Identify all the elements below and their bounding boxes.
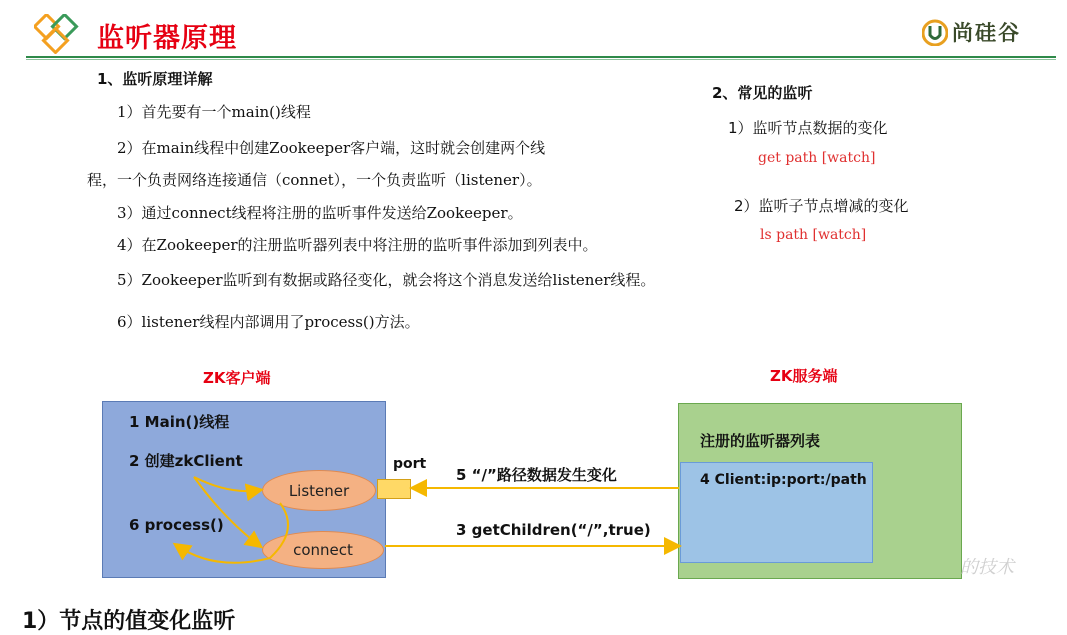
client-entry-label: 4 Client:ip:port:/path [700,472,867,488]
create-client-label: 2 创建zkClient [129,452,243,470]
arrow-process-callback [176,503,288,563]
section2-cmd-1: get path [watch] [758,150,876,166]
section2-item-1: 1）监听节点数据的变化 [728,119,888,137]
client-caption: ZK客户端 [203,369,271,387]
server-caption: ZK服务端 [770,367,838,385]
main-thread-label: 1 Main()线程 [129,413,230,431]
section2-item-2: 2）监听子节点增减的变化 [734,197,909,215]
registered-list-label: 注册的监听器列表 [700,432,821,450]
process-label: 6 process() [129,516,224,534]
brand-name: 尚硅谷 [952,21,1021,45]
watermark: 的技术 [960,557,1014,578]
arrow-create-connect [194,477,260,546]
section2-heading: 2、常见的监听 [712,84,813,102]
bottom-heading: 1）节点的值变化监听 [22,609,236,634]
section2-cmd-2: ls path [watch] [760,227,867,243]
section1-item-2: 2）在main线程中创建Zookeeper客户端，这时就会创建两个线 [117,139,546,157]
section1-item-1: 1）首先要有一个main()线程 [117,103,311,121]
section1-item-6: 6）listener线程内部调用了process()方法。 [117,313,420,331]
section1-item-4: 4）在Zookeeper的注册监听器列表中将注册的监听事件添加到列表中。 [117,236,598,254]
page-title: 监听器原理 [97,23,237,54]
section1-item-5: 5）Zookeeper监听到有数据或路径变化，就会将这个消息发送给listener线程。 [117,271,656,289]
path-change-label: 5 “/”路径数据发生变化 [456,466,617,484]
connect-label: connect [293,541,353,559]
section1-item-3: 3）通过connect线程将注册的监听事件发送给Zookeeper。 [117,204,523,222]
listener-label: Listener [288,481,350,500]
section1-item-2-cont: 程，一个负责网络连接通信（connet），一个负责监听（listener）。 [87,171,542,189]
port-label: port [393,456,427,472]
get-children-label: 3 getChildren(“/”,true) [456,521,651,539]
section1-heading: 1、监听原理详解 [97,70,213,88]
